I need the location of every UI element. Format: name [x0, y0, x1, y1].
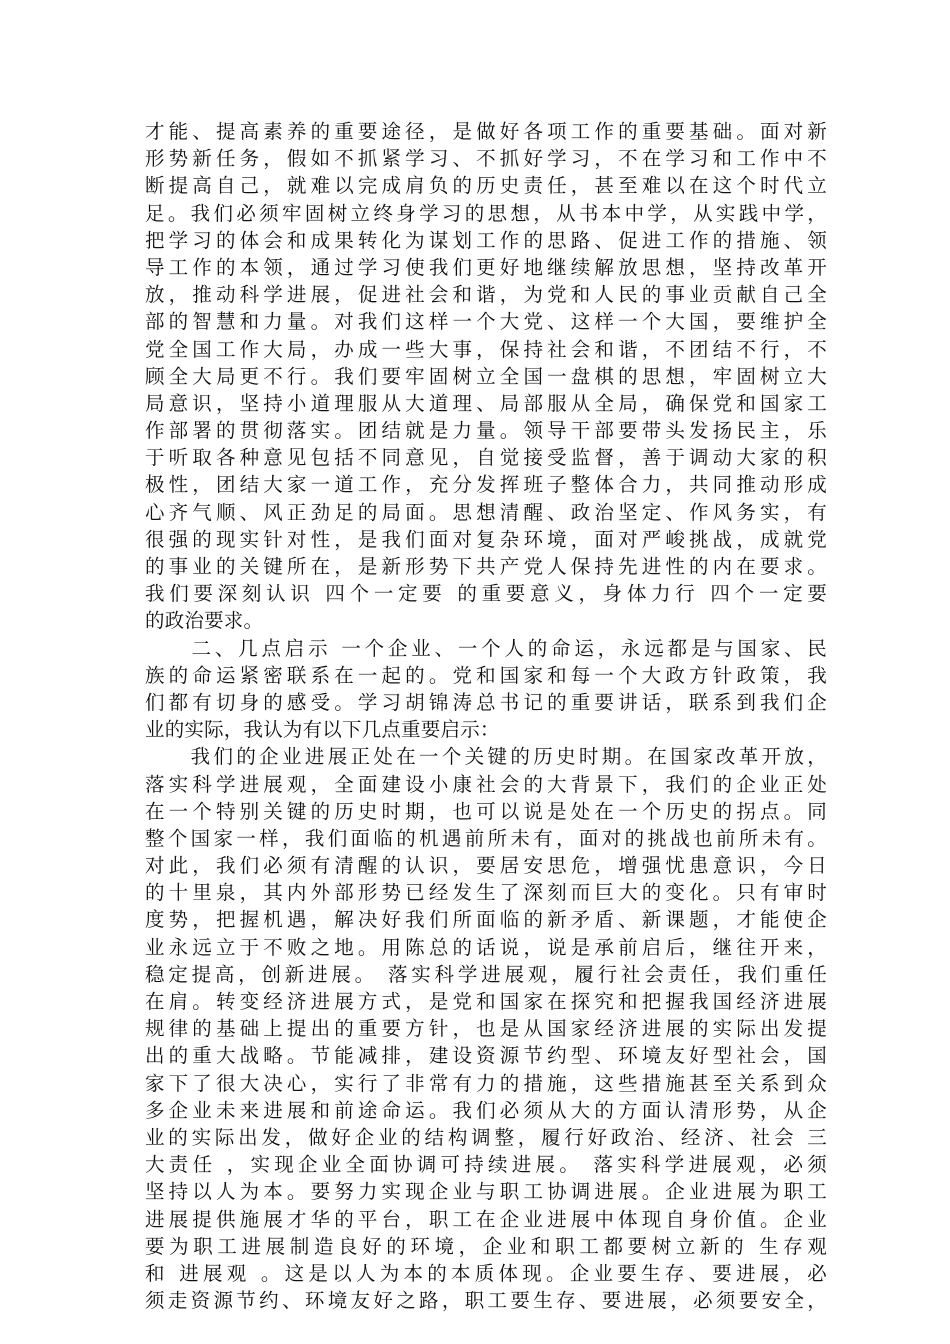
text-line: 局意识，坚持小道理服从大道理、局部服从全局，确保党和国家工: [145, 391, 827, 415]
text-line: 于听取各种意见包括不同意见，自觉接受监督，善于调动大家的积: [145, 446, 827, 470]
text-line: 在肩。转变经济进展方式，是党和国家在探究和把握我国经济进展: [145, 990, 827, 1013]
text-line: 部的智慧和力量。对我们这样一个大党、这样一个大国，要维护全: [145, 310, 827, 334]
text-line: 业永远立于不败之地。用陈总的话说，说是承前启后，继往开来，: [145, 935, 827, 959]
text-line: 足。我们必须牢固树立终身学习的思想，从书本中学，从实践中学，: [145, 201, 827, 225]
text-line: 我们的企业进展正处在一个关键的历史时期。在国家改革开放，: [145, 745, 827, 769]
text-line: 坚持以人为本。要努力实现企业与职工协调进展。企业进展为职工: [145, 1180, 827, 1204]
text-line: 规律的基础上提出的重要方针，也是从国家经济进展的实际出发提: [145, 1017, 827, 1041]
text-line: 业的实际出发，做好企业的结构调整，履行好政治、经济、社会 三: [145, 1125, 827, 1149]
text-line: 心齐气顺、风正劲足的局面。思想清醒、政治坚定、作风务实，有: [145, 500, 827, 524]
text-line: 们都有切身的感受。学习胡锦涛总书记的重要讲话，联系到我们企: [145, 690, 827, 714]
text-line: 族的命运紧密联系在一起的。党和国家和每一个大政方针政策，我: [145, 663, 827, 687]
text-line: 大责任 ，实现企业全面协调可持续进展。 落实科学进展观，必须: [145, 1153, 827, 1177]
text-line: 很强的现实针对性，是我们面对复杂环境，面对严峻挑战，成就党: [145, 527, 827, 551]
text-line: 落实科学进展观，全面建设小康社会的大背景下，我们的企业正处: [145, 772, 827, 796]
text-line: 出的重大战略。节能减排，建设资源节约型、环境友好型社会，国: [145, 1044, 827, 1068]
text-line: 度势，把握机遇，解决好我们所面临的新矛盾、新课题，才能使企: [145, 908, 827, 932]
text-line: 作部署的贯彻落实。团结就是力量。领导干部要带头发扬民主，乐: [145, 419, 827, 443]
text-line: 断提高自己，就难以完成肩负的历史责任，甚至难以在这个时代立: [145, 174, 827, 198]
text-line: 极性，团结大家一道工作，充分发挥班子整体合力，共同推动形成: [145, 473, 827, 497]
text-line: 须走资源节约、环境友好之路，职工要生存、要进展，必须要安全，: [145, 1289, 827, 1313]
text-line: 把学习的体会和成果转化为谋划工作的思路、促进工作的措施、领: [145, 228, 827, 252]
text-line: 进展提供施展才华的平台，职工在企业进展中体现自身价值。企业: [145, 1207, 827, 1231]
text-line: 放，推动科学进展，促进社会和谐，为党和人民的事业贡献自己全: [145, 283, 827, 307]
text-line: 稳定提高，创新进展。 落实科学进展观，履行社会责任，我们重任: [145, 962, 827, 986]
text-line: 多企业未来进展和前途命运。我们必须从大的方面认清形势，从企: [145, 1098, 827, 1122]
body-text: [145, 118, 827, 1314]
text-line: 对此，我们必须有清醒的认识，要居安思危，增强忧患意识，今日: [145, 854, 827, 878]
text-line: 才能、提高素养的重要途径，是做好各项工作的重要基础。面对新: [145, 120, 827, 143]
text-line: 二、几点启示 一个企业、一个人的命运，永远都是与国家、民: [145, 636, 827, 660]
text-line: 整个国家一样，我们面临的机遇前所未有，面对的挑战也前所未有。: [145, 826, 827, 850]
text-line: 顾全大局更不行。我们要牢固树立全国一盘棋的思想，牢固树立大: [145, 364, 827, 388]
text-line: 要为职工进展制造良好的环境，企业和职工都要树立新的 生存观: [145, 1234, 827, 1258]
text-line: 家下了很大决心，实行了非常有力的措施，这些措施甚至关系到众: [145, 1071, 827, 1095]
text-line: 在一个特别关键的历史时期，也可以说是处在一个历史的拐点。同: [145, 799, 827, 823]
text-line: 导工作的本领，通过学习使我们更好地继续解放思想，坚持改革开: [145, 255, 827, 279]
text-line: 形势新任务，假如不抓紧学习、不抓好学习，不在学习和工作中不: [145, 147, 827, 171]
text-line: 和 进展观 。这是以人为本的本质体现。企业要生存、要进展，必: [145, 1261, 827, 1285]
text-line: 业的实际，我认为有以下几点重要启示：: [145, 718, 500, 742]
text-line: 的事业的关键所在，是新形势下共产党人保持先进性的内在要求。: [145, 555, 827, 578]
text-line: 党全国工作大局，办成一些大事，保持社会和谐，不团结不行，不: [145, 337, 827, 361]
text-line: 的政治要求。: [145, 609, 264, 633]
text-line: 的十里泉，其内外部形势已经发生了深刻而巨大的变化。只有审时: [145, 881, 827, 905]
text-line: 我们要深刻认识 四个一定要 的重要意义，身体力行 四个一定要: [145, 582, 827, 606]
